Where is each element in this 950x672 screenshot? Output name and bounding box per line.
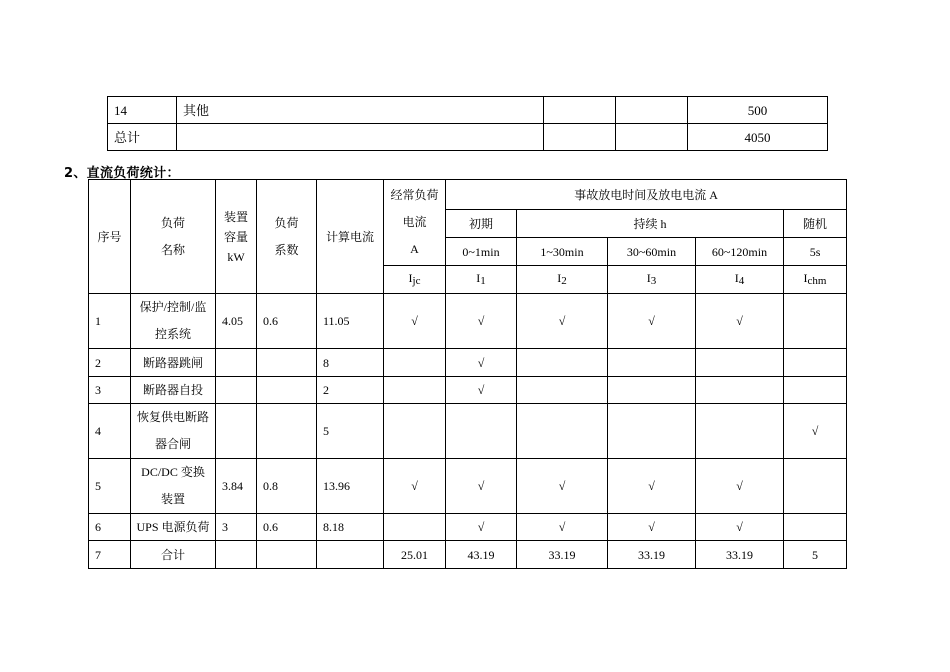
header-initial: 初期: [446, 210, 517, 238]
header-text: 电流: [402, 215, 427, 229]
header-text: 经常负荷: [390, 188, 439, 202]
cell-name-line: 恢复供电断路: [136, 410, 209, 424]
header-normal-current: [384, 180, 446, 266]
cell-ichm: [784, 377, 847, 404]
header-time: 60~120min: [696, 238, 784, 266]
header-text: 系数: [274, 242, 299, 257]
cell-ijc: √: [384, 459, 446, 514]
empty-cell: [616, 97, 688, 124]
row-value: 4050: [688, 124, 828, 151]
cell-i4: √: [696, 459, 784, 514]
cell-i2: √: [517, 514, 608, 541]
cell-ichm: 5: [784, 541, 847, 569]
header-text: 负荷: [160, 215, 185, 230]
symbol-i4: [696, 266, 784, 294]
cell-i4: 33.19: [696, 541, 784, 569]
cell-i3: [608, 377, 696, 404]
cell-name-line: 保护/控制/监: [139, 300, 207, 314]
cell-calc: 8: [317, 349, 384, 377]
cell-calc: 11.05: [317, 294, 384, 349]
cell-i1: [446, 404, 517, 459]
symbol-main: I: [408, 271, 413, 285]
cell-ichm: [784, 294, 847, 349]
cell-name-line: DC/DC 变换: [141, 465, 205, 479]
cell-name: [131, 459, 216, 514]
cell-i4: [696, 404, 784, 459]
cell-name: [131, 404, 216, 459]
table-row: [89, 349, 847, 377]
cell-name-line: 控系统: [154, 327, 191, 341]
header-text: A: [410, 242, 419, 256]
table-row: [89, 294, 847, 349]
header-time: 0~1min: [446, 238, 517, 266]
cell-name: 断路器自投: [131, 377, 216, 404]
cell-name: UPS 电源负荷: [131, 514, 216, 541]
cell-i3: [608, 404, 696, 459]
cell-calc: 8.18: [317, 514, 384, 541]
cell-i2: √: [517, 294, 608, 349]
header-time: 1~30min: [517, 238, 608, 266]
cell-name: 断路器跳闸: [131, 349, 216, 377]
header-row: [89, 180, 847, 210]
symbol-main: I: [646, 271, 651, 285]
table-row: [108, 124, 828, 151]
cell-ichm: [784, 459, 847, 514]
header-text: 负荷: [274, 215, 299, 230]
cell-ijc: [384, 377, 446, 404]
cell-i4: [696, 349, 784, 377]
cell-ichm: [784, 514, 847, 541]
cell-i1: 43.19: [446, 541, 517, 569]
dc-load-table: [88, 179, 847, 569]
cell-capacity: [216, 349, 257, 377]
cell-capacity: [216, 377, 257, 404]
row-number: 14: [108, 97, 177, 124]
header-load-name: [131, 180, 216, 294]
cell-i3: 33.19: [608, 541, 696, 569]
cell-i1: √: [446, 349, 517, 377]
cell-no: 2: [89, 349, 131, 377]
cell-no: 7: [89, 541, 131, 569]
cell-ichm: √: [784, 404, 847, 459]
symbol-sub: chm: [807, 275, 827, 287]
header-time: 5s: [784, 238, 847, 266]
cell-calc: [317, 541, 384, 569]
cell-i1: √: [446, 514, 517, 541]
cell-no: 1: [89, 294, 131, 349]
cell-i3: √: [608, 514, 696, 541]
header-sustained: 持续 h: [517, 210, 784, 238]
cell-ijc: √: [384, 294, 446, 349]
cell-name: [131, 294, 216, 349]
row-name: 其他: [177, 97, 544, 124]
section-title: 2、直流负荷统计：: [64, 166, 180, 181]
cell-i1: √: [446, 294, 517, 349]
cell-ijc: [384, 349, 446, 377]
cell-ijc: 25.01: [384, 541, 446, 569]
cell-capacity: 4.05: [216, 294, 257, 349]
row-value: 500: [688, 97, 828, 124]
symbol-sub: 3: [650, 275, 657, 287]
header-text: kW: [227, 249, 245, 264]
table-row: [89, 459, 847, 514]
symbol-i1: [446, 266, 517, 294]
table-row: [89, 377, 847, 404]
symbol-main: I: [476, 271, 481, 285]
cell-i3: [608, 349, 696, 377]
symbol-sub: 1: [480, 275, 486, 287]
symbol-i3: [608, 266, 696, 294]
cell-i2: √: [517, 459, 608, 514]
symbol-i2: [517, 266, 608, 294]
header-seq: 序号: [89, 180, 131, 294]
cell-name-line: 装置: [160, 492, 185, 506]
empty-cell: [544, 124, 616, 151]
header-text: 装置: [223, 209, 248, 224]
symbol-sub: jc: [412, 275, 421, 287]
cell-capacity: 3.84: [216, 459, 257, 514]
cell-factor: 0.6: [257, 294, 317, 349]
cell-i2: [517, 404, 608, 459]
empty-cell: [544, 97, 616, 124]
header-factor: [257, 180, 317, 294]
cell-i4: [696, 377, 784, 404]
header-time: 30~60min: [608, 238, 696, 266]
symbol-main: I: [803, 271, 808, 285]
table-row: [89, 404, 847, 459]
cell-calc: 2: [317, 377, 384, 404]
symbol-ijc: [384, 266, 446, 294]
row-name: [177, 124, 544, 151]
cell-no: 4: [89, 404, 131, 459]
cell-ijc: [384, 514, 446, 541]
symbol-sub: 4: [738, 275, 745, 287]
top-summary-table: [107, 96, 828, 151]
symbol-main: I: [734, 271, 739, 285]
table-row: [89, 514, 847, 541]
header-accident: 事故放电时间及放电电流 A: [446, 180, 847, 210]
header-calc-current: 计算电流: [317, 180, 384, 294]
symbol-sub: 2: [561, 275, 567, 287]
cell-i1: √: [446, 377, 517, 404]
header-text: 容量: [223, 229, 248, 244]
cell-capacity: [216, 541, 257, 569]
cell-factor: [257, 541, 317, 569]
cell-capacity: 3: [216, 514, 257, 541]
cell-ijc: [384, 404, 446, 459]
cell-i3: √: [608, 459, 696, 514]
cell-calc: 13.96: [317, 459, 384, 514]
cell-factor: [257, 349, 317, 377]
cell-i4: √: [696, 294, 784, 349]
cell-ichm: [784, 349, 847, 377]
cell-factor: [257, 404, 317, 459]
cell-i3: √: [608, 294, 696, 349]
cell-factor: [257, 377, 317, 404]
cell-i4: √: [696, 514, 784, 541]
cell-name: 合计: [131, 541, 216, 569]
cell-name-line: 器合闸: [154, 437, 191, 451]
cell-factor: 0.8: [257, 459, 317, 514]
cell-capacity: [216, 404, 257, 459]
symbol-main: I: [557, 271, 562, 285]
cell-i2: 33.19: [517, 541, 608, 569]
header-capacity: [216, 180, 257, 294]
empty-cell: [616, 124, 688, 151]
cell-no: 3: [89, 377, 131, 404]
cell-i1: √: [446, 459, 517, 514]
row-number: 总计: [108, 124, 177, 151]
cell-calc: 5: [317, 404, 384, 459]
symbol-ichm: [784, 266, 847, 294]
cell-i2: [517, 349, 608, 377]
header-text: 名称: [160, 242, 185, 257]
cell-no: 6: [89, 514, 131, 541]
table-row: [89, 541, 847, 569]
header-random: 随机: [784, 210, 847, 238]
cell-i2: [517, 377, 608, 404]
table-row: [108, 97, 828, 124]
cell-no: 5: [89, 459, 131, 514]
cell-factor: 0.6: [257, 514, 317, 541]
